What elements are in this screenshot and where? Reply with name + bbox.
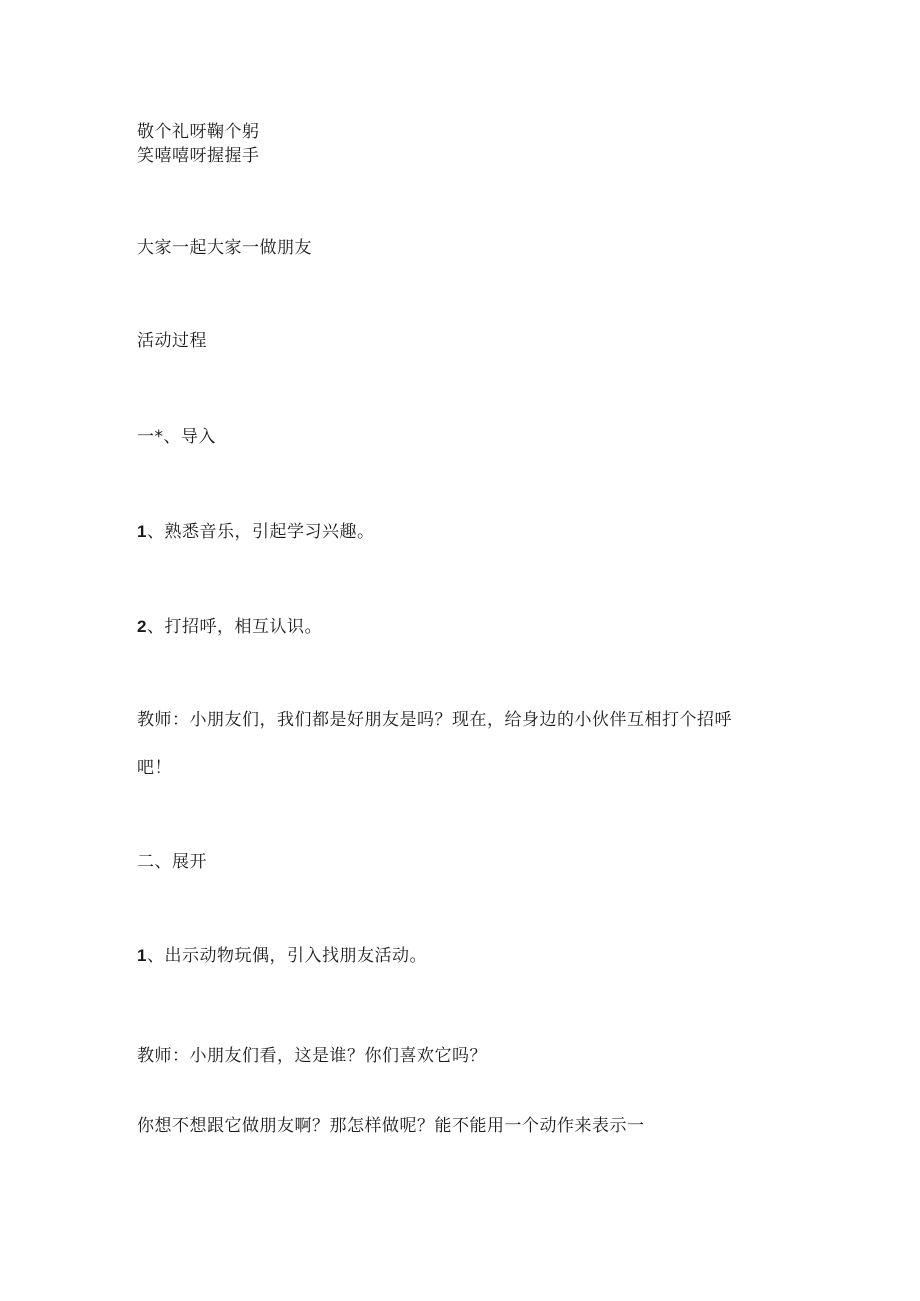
part1-step1-number: 1: [137, 522, 147, 541]
part2-step1-text: 、出示动物玩偶，引入找朋友活动。: [146, 946, 427, 966]
part2-teacher-line-1: 教师：小朋友们看，这是谁？你们喜欢它吗？: [137, 1046, 487, 1066]
part1-step2-text: 、打招呼，相互认识。: [146, 617, 322, 637]
lyric-line-2: 笑嘻嘻呀握握手: [137, 146, 260, 166]
part1-teacher-line-2: 吧！: [137, 758, 172, 778]
part1-teacher-line-1: 教师：小朋友们，我们都是好朋友是吗？现在，给身边的小伙伴互相打个招呼: [137, 710, 732, 730]
part1-heading: 一*、导入: [137, 427, 216, 447]
part1-step1-text: 、熟悉音乐，引起学习兴趣。: [146, 522, 375, 542]
part1-step2: [137, 616, 322, 638]
part2-step1: [137, 945, 427, 967]
section-title: 活动过程: [137, 331, 207, 351]
part2-teacher-line-2: 你想不想跟它做朋友啊？那怎样做呢？能不能用一个动作来表示一: [137, 1116, 645, 1136]
part2-heading: 二、展开: [137, 852, 207, 872]
lyric-line-3: 大家一起大家一做朋友: [137, 238, 312, 258]
part2-step1-number: 1: [137, 946, 147, 965]
part1-step2-number: 2: [137, 617, 147, 636]
lyric-line-1: 敬个礼呀鞠个躬: [137, 122, 260, 142]
part1-step1: [137, 521, 374, 543]
